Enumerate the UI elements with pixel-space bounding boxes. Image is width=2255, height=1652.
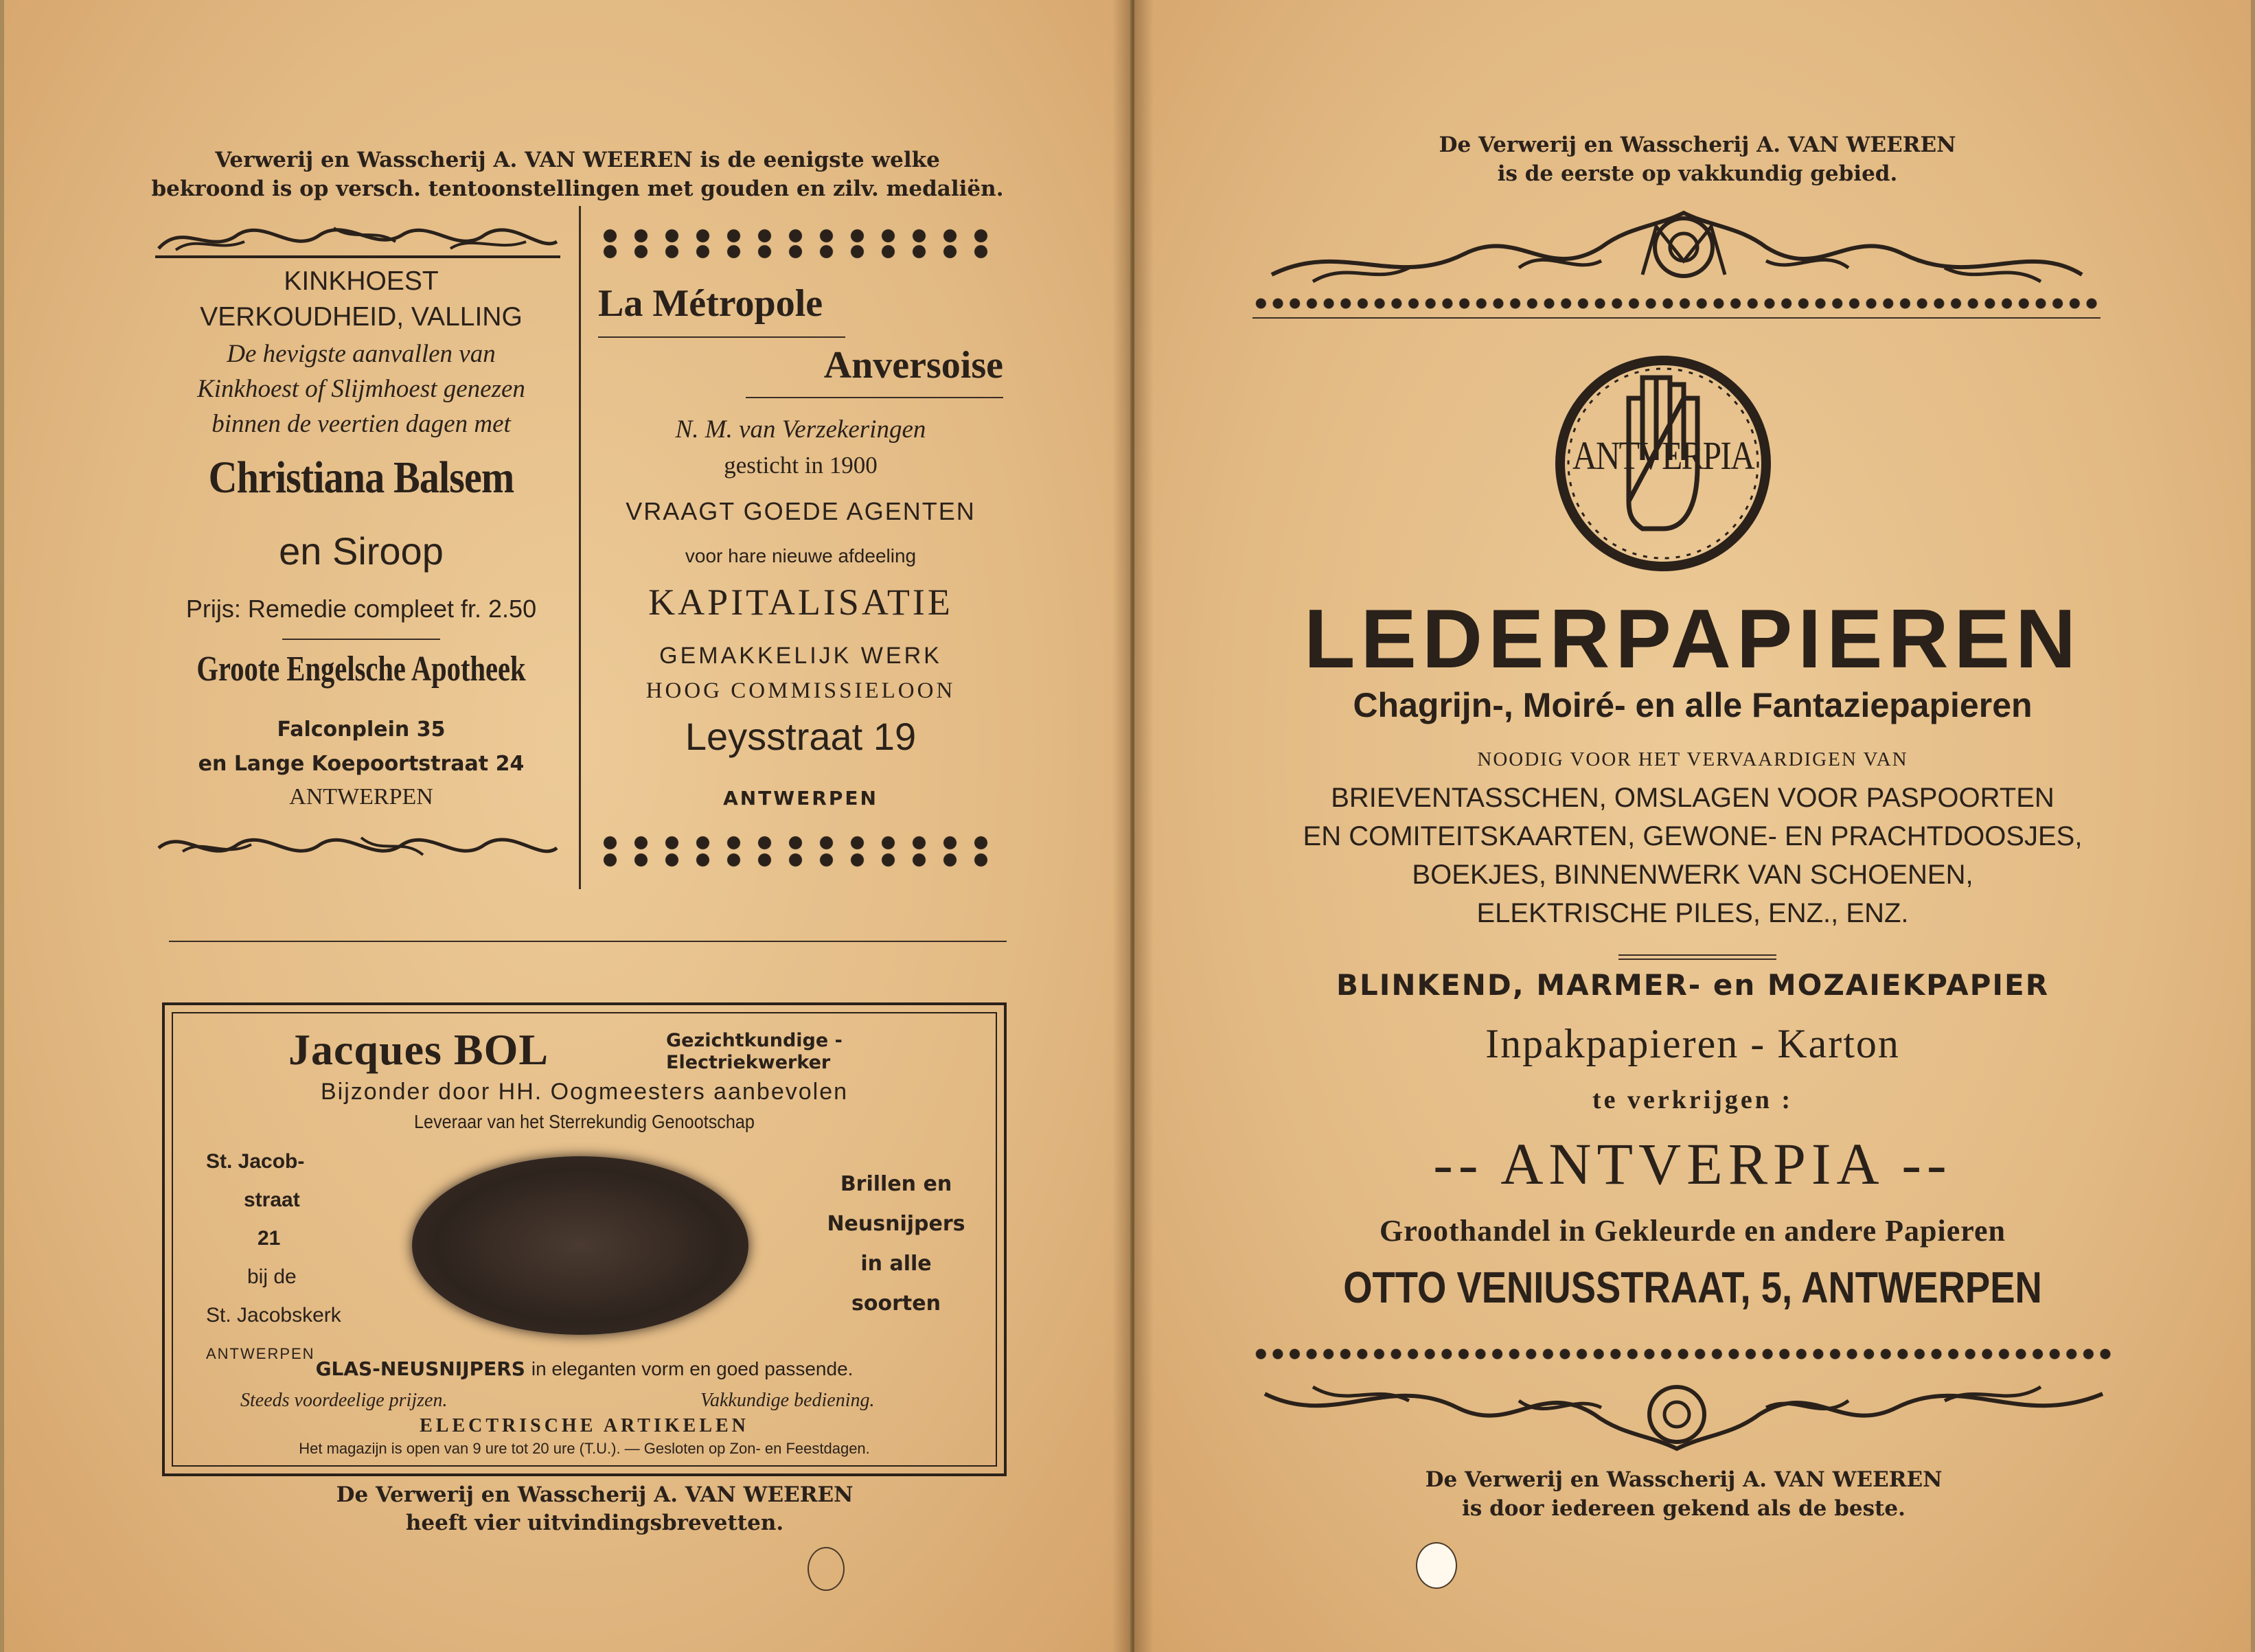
right-line4: BOEKJES, BINNENWERK VAN SCHOENEN, — [1412, 860, 1973, 890]
binding-hole-right — [1416, 1542, 1457, 1589]
right-header-line2: is de eerste op vakkundig gebied. — [1497, 161, 1898, 186]
metropole-street: Leysstraat 19 — [685, 715, 917, 758]
bol-addr6: ANTWERPEN — [206, 1345, 315, 1362]
metropole-line2: gesticht in 1900 — [724, 452, 878, 479]
bottom-scroll-ornament — [155, 827, 560, 869]
book-fold — [1112, 0, 1154, 1652]
bol-line6: Het magazijn is open van 9 ure tot 20 ure (T.U.). — Gesloten op Zon- en Feestdagen. — [299, 1440, 870, 1457]
section-divider — [169, 941, 1007, 942]
bol-name: Jacques BOL — [288, 1025, 549, 1074]
bol-line4a: Steeds voordeelige prijzen. — [240, 1390, 448, 1411]
metropole-line7: HOOG COMMISSIELOON — [645, 678, 956, 703]
left-footer-line2: heeft vier uitvindingsbrevetten. — [405, 1511, 784, 1535]
balsem-line3: De hevigste aanvallen van — [227, 340, 496, 368]
bol-line1: Bijzonder door HH. Oogmeesters aanbevolen — [320, 1079, 849, 1105]
left-page — [4, 0, 1130, 1652]
balsem-product2: en Siroop — [279, 529, 444, 573]
right-footer-line1: De Verwerij en Wasscherij A. VAN WEEREN — [1425, 1467, 1943, 1492]
metropole-ad — [588, 206, 1014, 879]
bol-role2: Electriekwerker — [666, 1052, 831, 1073]
metropole-city: ANTWERPEN — [723, 787, 878, 810]
right-line9: Groothandel in Gekleurde en andere Papieren — [1379, 1214, 2006, 1248]
left-header — [141, 146, 1014, 203]
bol-right2: Neusnijpers — [827, 1212, 965, 1236]
left-footer — [176, 1481, 1014, 1537]
bol-addr3: 21 — [257, 1227, 281, 1250]
right-line7: Inpakpapieren - Karton — [1485, 1021, 1900, 1066]
bottom-crown-border — [595, 834, 1000, 869]
balsem-ad — [148, 206, 574, 879]
right-line3: EN COMITEITSKAARTEN, GEWONE- EN PRACHTDOOSJES, — [1303, 821, 2083, 851]
bol-addr4: bij de — [247, 1265, 297, 1288]
balsem-line2: VERKOUDHEID, VALLING — [200, 302, 523, 332]
right-line6: BLINKEND, MARMER- en MOZAIEKPAPIER — [1336, 968, 2050, 1002]
subtitle: Chagrijn-, Moiré- en alle Fantaziepapieren — [1353, 686, 2033, 724]
right-header — [1272, 130, 2123, 188]
bol-line4b: Vakkundige bediening. — [700, 1390, 875, 1411]
right-line8: te verkrijgen : — [1592, 1086, 1794, 1114]
right-footer — [1258, 1465, 2109, 1523]
top-crown-border — [595, 228, 1000, 260]
right-line2: BRIEVENTASSCHEN, OMSLAGEN VOOR PASPOORTEN — [1331, 783, 2054, 813]
bol-ad — [162, 1002, 1007, 1476]
top-floral-ornament — [1258, 199, 2096, 295]
bol-line2: Leveraar van het Sterrekundig Genootschap — [414, 1111, 755, 1132]
bol-addr2: straat — [244, 1189, 300, 1211]
right-footer-line2: is door iedereen gekend als de beste. — [1462, 1496, 1905, 1521]
right-address: OTTO VENIUSSTRAAT, 5, ANTWERPEN — [1343, 1263, 2042, 1312]
bol-right3: in alle — [860, 1252, 932, 1276]
bottom-floral-ornament — [1258, 1366, 2109, 1456]
metropole-line4: voor hare nieuwe afdeeling — [685, 545, 917, 566]
left-header-line1: Verwerij en Wasscherij A. VAN WEEREN is de eenigste welke — [215, 148, 940, 172]
top-scroll-ornament — [155, 214, 560, 262]
brand-antverpia: -- ANTVERPIA -- — [1433, 1131, 1952, 1197]
balsem-line1: KINKHOEST — [284, 266, 439, 296]
balsem-address2: en Lange Koepoortstraat 24 — [198, 752, 525, 776]
metropole-line5: KAPITALISATIE — [648, 582, 953, 623]
bol-addr5: St. Jacobskerk — [206, 1304, 341, 1327]
binding-hole — [808, 1547, 845, 1591]
metropole-title1: La Métropole — [598, 282, 823, 325]
left-footer-line1: De Verwerij en Wasscherij A. VAN WEEREN — [336, 1482, 854, 1507]
balsem-product: Christiana Balsem — [208, 452, 514, 503]
balsem-shop: Groote Engelsche Apotheek — [196, 650, 526, 689]
metropole-title2: Anversoise — [823, 344, 1003, 387]
balsem-line5: binnen de veertien dagen met — [211, 410, 511, 438]
bol-right4: soorten — [851, 1292, 941, 1316]
bol-right1: Brillen en — [840, 1172, 952, 1196]
metropole-line6: GEMAKKELIJK WERK — [659, 643, 942, 669]
bol-role1: Gezichtkundige - — [666, 1030, 843, 1051]
right-page — [1134, 0, 2251, 1652]
bol-line5: ELECTRISCHE ARTIKELEN — [420, 1415, 749, 1436]
left-header-line2: bekroond is op versch. tentoonstellingen met gouden en zilv. medaliën. — [151, 176, 1004, 201]
right-line5: ELEKTRISCHE PILES, ENZ., ENZ. — [1476, 898, 1909, 928]
column-divider — [579, 206, 581, 889]
top-bead-border — [1252, 297, 2101, 310]
antverpia-logo — [1546, 350, 1780, 577]
metropole-line3: VRAAGT GOEDE AGENTEN — [626, 497, 976, 525]
balsem-price: Prijs: Remedie compleet fr. 2.50 — [185, 595, 537, 623]
bol-line3b: in eleganten vorm en goed passende. — [531, 1358, 854, 1379]
right-line1: NOODIG VOOR HET VERVAARDIGEN VAN — [1477, 748, 1908, 770]
balsem-city: ANTWERPEN — [289, 784, 433, 810]
eyeglasses-image — [412, 1156, 748, 1335]
bottom-bead-border — [1252, 1347, 2114, 1361]
right-header-line1: De Verwerij en Wasscherij A. VAN WEEREN — [1439, 133, 1956, 157]
bol-line3a: GLAS-NEUSNIJPERS — [315, 1357, 525, 1380]
balsem-line4: Kinkhoest of Slijmhoest genezen — [197, 375, 525, 403]
balsem-address1: Falconplein 35 — [277, 718, 446, 742]
logo-text: ANTVERPIA — [1572, 433, 1754, 478]
bol-addr1: St. Jacob- — [206, 1150, 305, 1173]
lederpapieren-title: LEDERPAPIEREN — [1303, 592, 2082, 685]
metropole-line1: N. M. van Verzekeringen — [675, 415, 926, 444]
